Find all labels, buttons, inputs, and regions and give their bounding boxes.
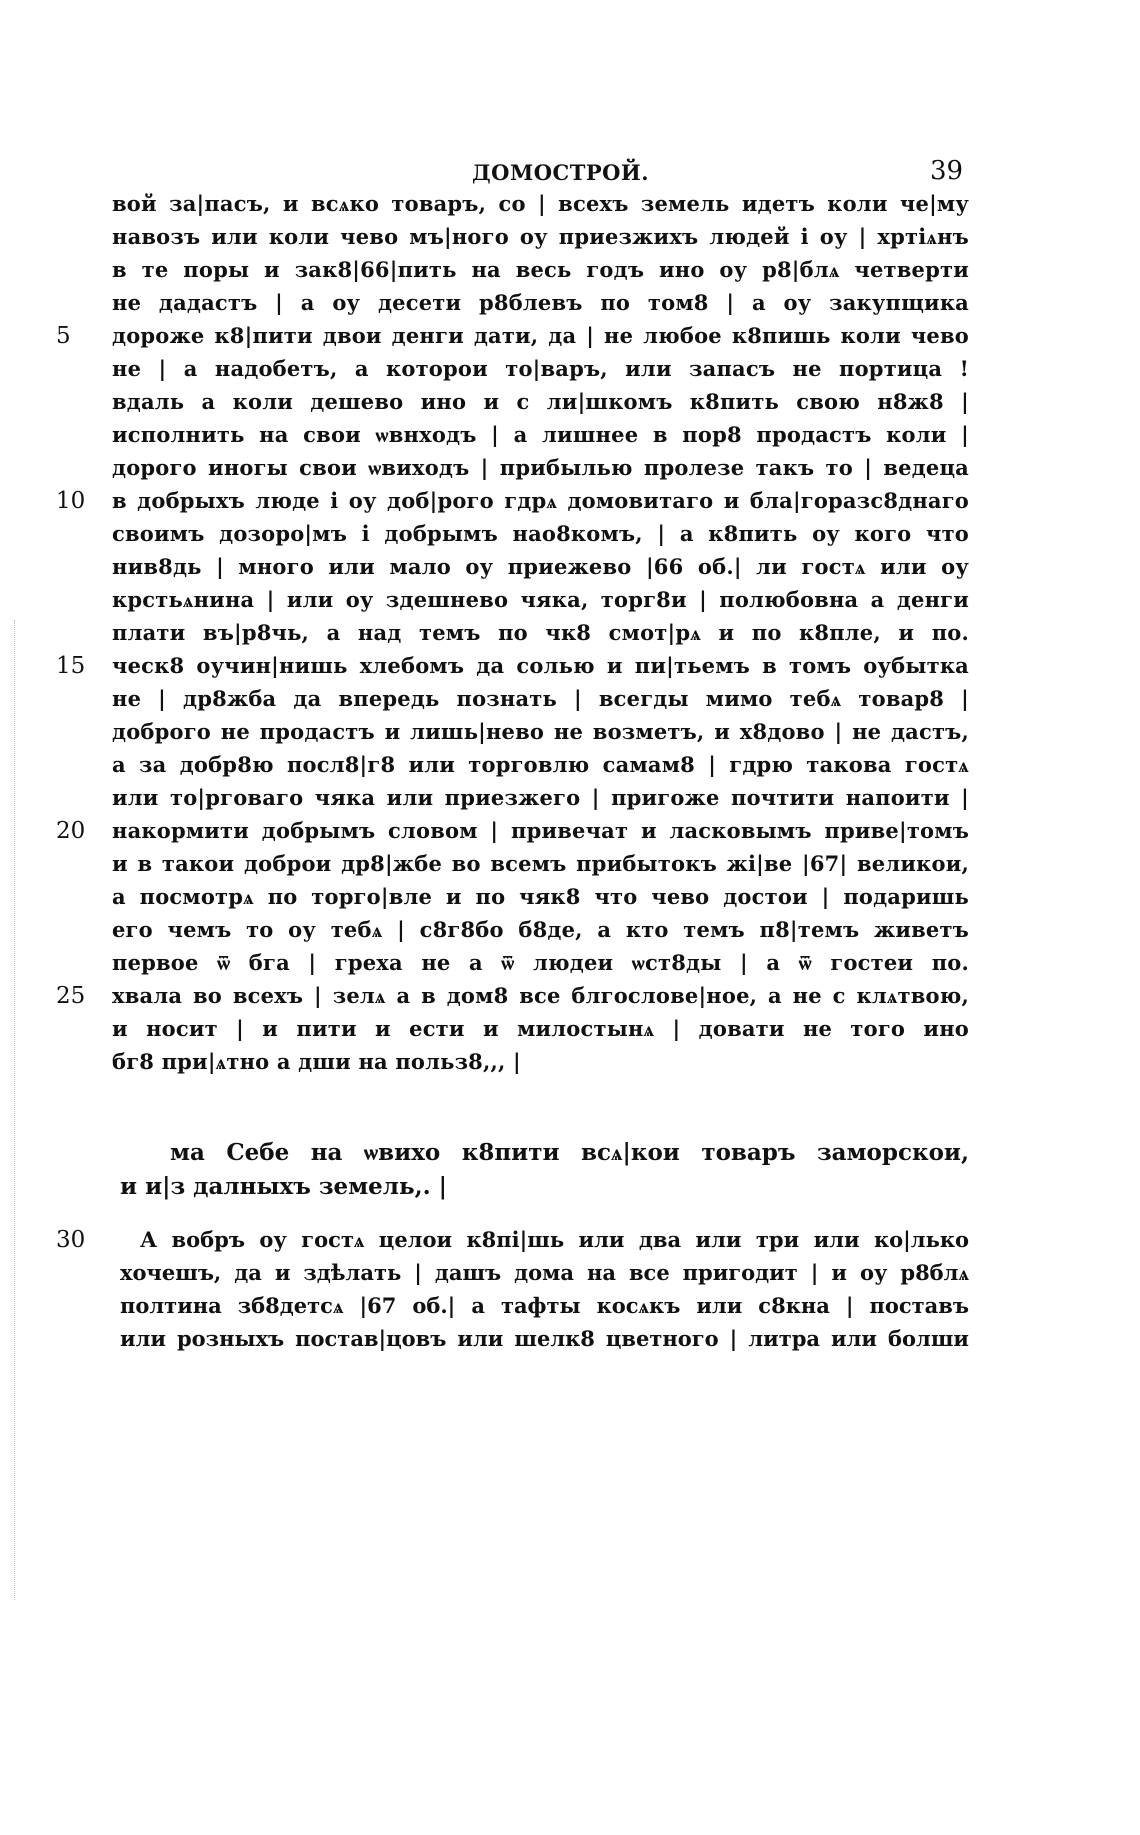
text-line: не дадастъ | а оу десети р8блевъ по том8 | а оу закупщика — [112, 290, 969, 315]
text-line: или то|рговаго чяка или приезжего | пригоже почтити напоити | — [112, 785, 969, 810]
text-line: ческ8 оучин|нишь хлебомъ да солью и пи|тьемъ в томъ оубытка — [112, 653, 969, 678]
text-line: дороже к8|пити двои денги дати, да | не любое к8пишь коли чево — [112, 323, 969, 348]
section-heading-line: ма Себе на ѡвихо к8пити всѧ|кои товаръ заморскои, — [170, 1139, 969, 1166]
line-number: 20 — [56, 818, 86, 844]
text-line: навозъ или коли чево мъ|ного оу приезжихъ людей і оу | хртіѧнъ — [112, 224, 969, 249]
section-text-line: полтина зб8детсѧ |67 об.| а тафты косѧкъ или с8кна | поставъ — [120, 1293, 969, 1318]
text-line: хвала во всехъ | зелѧ а в дом8 все блгослове|ное, а не с клѧтвою, — [112, 983, 969, 1008]
section-heading-line: и и|з далныхъ земель,. | — [120, 1173, 448, 1200]
text-line: плати въ|р8чь, а над темъ по чк8 смот|рѧ и по к8пле, и по. — [112, 620, 969, 645]
section-text-line: А вобръ оу гостѧ целои к8пі|шь или два или три или ко|лько — [140, 1227, 969, 1252]
text-line: накормити добрымъ словом | привечат и ласковымъ приве|томъ — [112, 818, 969, 843]
text-line: и в такои доброи др8|жбе во всемъ прибытокъ жі|ве |67| великои, — [112, 851, 969, 876]
scan-margin-speckle — [14, 620, 18, 1600]
text-line: бг8 при|ѧтно а дши на польз8,,, | — [112, 1049, 521, 1074]
running-head: ДОМОСТРОЙ. — [472, 160, 650, 185]
text-line: нив8дь | много или мало оу приежево |66 об.| ли гостѧ или оу — [112, 554, 969, 579]
line-number: 30 — [56, 1227, 86, 1253]
text-line: не | др8жба да впередь познать | всегды мимо тебѧ товар8 | — [112, 686, 969, 711]
text-line: а за добр8ю посл8|г8 или торговлю самам8 | гдрю такова гостѧ — [112, 752, 969, 777]
text-line: вдаль а коли дешево ино и с ли|шкомъ к8пить свою н8ж8 | — [112, 389, 969, 414]
text-line: в добрыхъ люде і оу доб|рого гдрѧ домовитаго и бла|горазс8днаго — [112, 488, 969, 513]
line-number: 5 — [56, 323, 71, 349]
page-number: 39 — [930, 156, 964, 186]
text-line: дорого иногы свои ѡвиходъ | прибылью пролезе такъ то | ведеца — [112, 455, 969, 480]
text-line: доброго не продастъ и лишь|нево не возметъ, и х8дово | не дастъ, — [112, 719, 969, 744]
text-line: и носит | и пити и ести и милостынѧ | довати не того ино — [112, 1016, 969, 1041]
text-line: не | а надобетъ, а которои то|варъ, или запасъ не портица ! — [112, 356, 969, 381]
section-text-line: или розныхъ постав|цовъ или шелк8 цветного | литра или болши — [120, 1326, 969, 1351]
text-line: первое ѿ бга | греха не а ѿ людеи ѡст8ды | а ѿ гостеи по. — [112, 950, 969, 975]
line-number: 10 — [56, 488, 86, 514]
text-line: исполнить на свои ѡвнходъ | а лишнее в пор8 продастъ коли | — [112, 422, 969, 447]
section-text-line: хочешъ, да и здѣлать | дашъ дома на все пригодит | и оу р8блѧ — [120, 1260, 969, 1285]
text-line: а посмотрѧ по торго|вле и по чяк8 что чево достои | подаришь — [112, 884, 969, 909]
text-line: в те поры и зак8|66|пить на весь годъ ино оу р8|блѧ четверти — [112, 257, 969, 282]
text-line: вой за|пасъ, и всѧко товаръ, со | всехъ земель идетъ коли че|му — [112, 191, 969, 216]
text-line: крстьѧнина | или оу здешнево чяка, торг8и | полюбовна а денги — [112, 587, 969, 612]
text-line: его чемъ то оу тебѧ | с8г8бо б8де, а кто темъ п8|темъ живетъ — [112, 917, 969, 942]
line-number: 15 — [56, 653, 86, 679]
text-line: своимъ дозоро|мъ і добрымъ нао8комъ, | а к8пить оу кого что — [112, 521, 969, 546]
line-number: 25 — [56, 983, 86, 1009]
